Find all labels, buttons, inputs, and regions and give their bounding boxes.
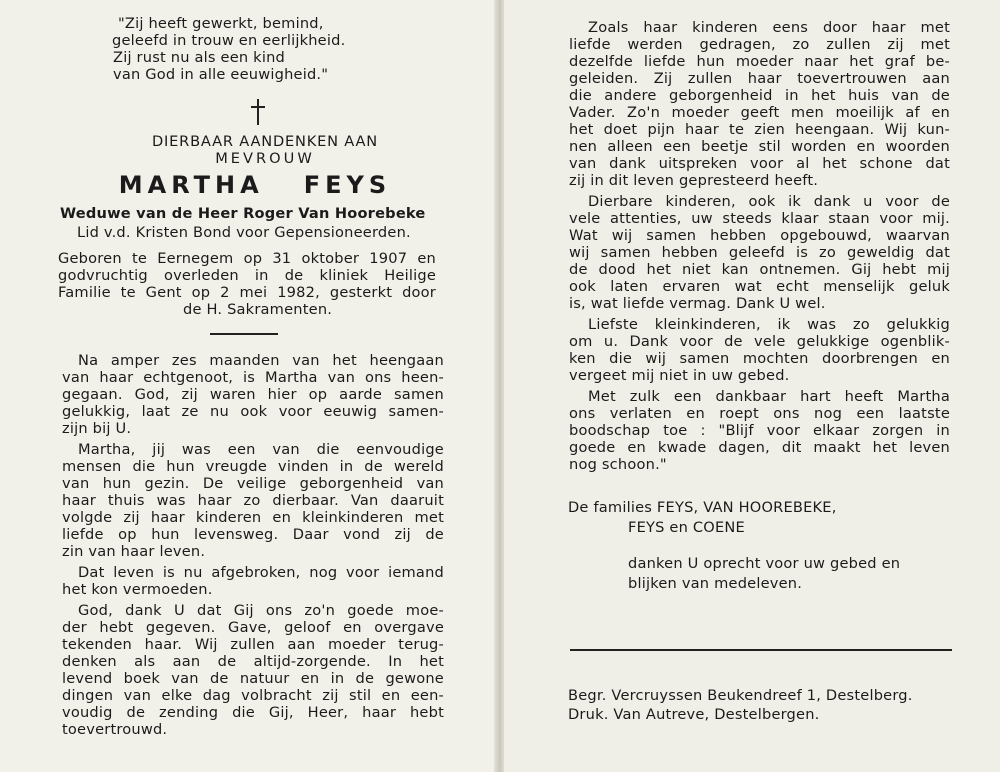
thanks-line: danken U oprecht voor uw gebed en [628, 555, 901, 572]
birth-line: de H. Sakramenten. [183, 301, 333, 318]
text-line: levend boek van de natuur en in de gewone [62, 670, 444, 687]
text-line: goede en kwade dagen, dit maakt het leven [569, 439, 950, 456]
heading-mevrouw: MEVROUW [215, 150, 315, 167]
birth-line: Geboren te Eernegem op 31 oktober 1907 en [58, 250, 436, 267]
text-line: Dat leven is nu afgebroken, nog voor iemand [78, 564, 444, 581]
heading-remembrance: DIERBAAR AANDENKEN AAN [152, 133, 378, 150]
families-line: FEYS en COENE [628, 519, 745, 536]
text-line: Dierbare kinderen, ook ik dank u voor de [588, 193, 950, 210]
widow-line: Weduwe van de Heer Roger Van Hoorebeke [60, 205, 426, 222]
text-line: het doet pijn haar te zien heengaan. Wij kun- [569, 121, 950, 138]
text-line: nog schoon." [569, 456, 667, 473]
footer-line: Begr. Vercruyssen Beukendreef 1, Destelberg. [568, 687, 913, 704]
text-line: vele attenties, uw steeds klaar staan voor mij. [569, 210, 950, 227]
text-line: haar thuis was haar zo dierbaar. Van daaruit [62, 492, 444, 509]
text-line: vergeet mij niet in uw gebed. [569, 367, 790, 384]
text-line: die andere geborgenheid in het huis van de [569, 87, 950, 104]
text-line: der hebt gegeven. Gave, geloof en overgave [62, 619, 444, 636]
text-line: Zoals haar kinderen eens door haar met [588, 19, 950, 36]
text-line: toevertrouwd. [62, 721, 168, 738]
right-page [504, 0, 1000, 772]
poem-line: "Zij heeft gewerkt, bemind, [118, 15, 324, 32]
birth-line: Familie te Gent op 2 mei 1982, gesterkt door [58, 284, 436, 301]
poem-line: geleefd in trouw en eerlijkheid. [112, 32, 346, 49]
text-line: volgde zij haar kinderen en kleinkinderen met [62, 509, 444, 526]
text-line: Met zulk een dankbaar hart heeft Martha [588, 388, 950, 405]
text-line: dezelfde liefde hun moeder naar het graf be- [569, 53, 950, 70]
text-line: het kon vermoeden. [62, 581, 213, 598]
text-line: God, dank U dat Gij ons zo'n goede moe- [78, 602, 444, 619]
poem-line: Zij rust nu als een kind [113, 49, 286, 66]
text-line: Vader. Zo'n moeder geeft men moeilijk af en [569, 104, 950, 121]
families-line: De families FEYS, VAN HOOREBEKE, [568, 499, 837, 516]
text-line: nen alleen een beetje stil worden en woorden [569, 138, 950, 155]
text-line: Martha, jij was een van die eenvoudige [78, 441, 444, 458]
text-line: van hun gezin. De veilige geborgenheid van [62, 475, 444, 492]
text-line: voudig de zending die Gij, Heer, haar hebt [62, 704, 444, 721]
text-line: ons verlaten en roept ons nog een laatste [569, 405, 950, 422]
text-line: mensen die hun vreugde vinden in de wereld [62, 458, 444, 475]
footer-line: Druk. Van Autreve, Destelbergen. [568, 706, 820, 723]
thanks-line: blijken van medeleven. [628, 575, 803, 592]
text-line: ken die wij samen mochten doorbrengen en [569, 350, 950, 367]
text-line: denken als aan de altijd-zorgende. In het [62, 653, 444, 670]
text-line: de dood het niet kan ontnemen. Gij hebt mij [569, 261, 950, 278]
left-page [0, 0, 496, 772]
text-line: van haar echtgenoot, is Martha van ons heen- [62, 369, 444, 386]
text-line: ook laten ervaren wat echt menselijk geluk [569, 278, 950, 295]
text-line: zijn bij U. [62, 420, 132, 437]
text-line: is, wat liefde vermag. Dank U wel. [569, 295, 826, 312]
birth-line: godvruchtig overleden in de kliniek Heilige [58, 267, 436, 284]
cross-icon [248, 99, 268, 125]
text-line: liefde op hun levensweg. Daar vond zij de [62, 526, 444, 543]
text-line: gegaan. God, zij waren hier op aarde samen [62, 386, 444, 403]
text-line: dingen van elke dag volbracht zij stil en een- [62, 687, 444, 704]
divider [210, 333, 278, 335]
text-line: Liefste kleinkinderen, ik was zo gelukkig [588, 316, 950, 333]
poem-line: van God in alle eeuwigheid." [113, 66, 329, 83]
text-line: Wat wij samen hebben opgebouwd, waarvan [569, 227, 950, 244]
text-line: boodschap toe : "Blijf voor elkaar zorgen in [569, 422, 950, 439]
deceased-name: MARTHA FEYS [118, 171, 392, 199]
text-line: zij in dit leven gepresteerd heeft. [569, 172, 819, 189]
footer-divider [570, 649, 952, 651]
text-line: van dank uitspreken voor al het schone dat [569, 155, 950, 172]
text-line: wij samen hebben geleefd is zo geweldig dat [569, 244, 950, 261]
member-line: Lid v.d. Kristen Bond voor Gepensioneerden. [77, 224, 411, 241]
text-line: geleiden. Zij zullen haar toevertrouwen aan [569, 70, 950, 87]
text-line: Na amper zes maanden van het heengaan [78, 352, 444, 369]
text-line: tekenden haar. Wij zullen aan moeder terug- [62, 636, 444, 653]
text-line: liefde werden gedragen, zo zullen zij met [569, 36, 950, 53]
text-line: gelukkig, laat ze nu ook voor eeuwig samen- [62, 403, 444, 420]
text-line: zin van haar leven. [62, 543, 206, 560]
text-line: om u. Dank voor de vele gelukkige ogenblik- [569, 333, 950, 350]
